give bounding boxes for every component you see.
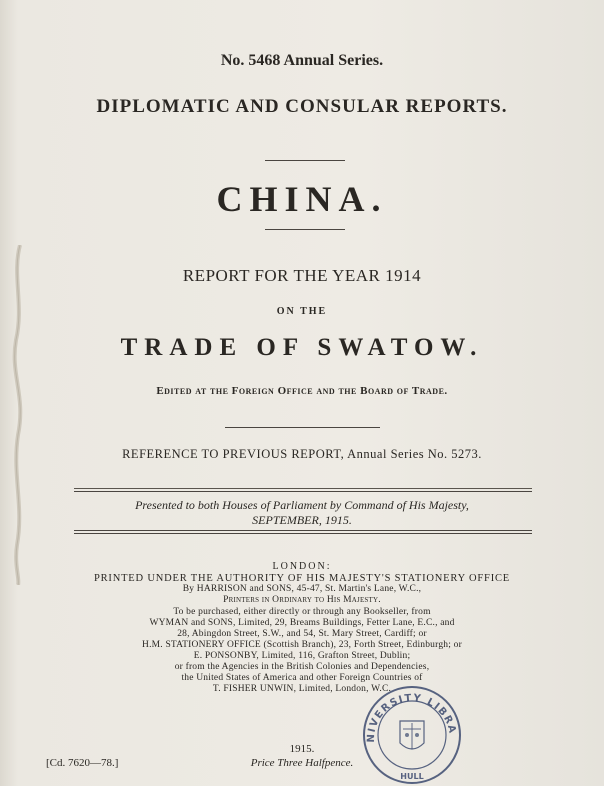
country-title: CHINA.	[216, 179, 388, 219]
double-rule-top	[74, 491, 532, 492]
divider	[265, 229, 345, 230]
presented-date: SEPTEMBER, 1915.	[252, 513, 352, 527]
purchase-line: H.M. STATIONERY OFFICE (Scottish Branch), 23, Forth Street, Edinburgh; or	[142, 640, 462, 650]
purchase-block	[0, 607, 604, 695]
on-the: ON THE	[276, 306, 328, 317]
presented-block	[0, 498, 604, 528]
imprint-printer: By HARRISON and SONS, 45-47, St. Martin's Lane, W.C.,	[182, 584, 422, 594]
imprint-london: LONDON:	[272, 561, 332, 572]
double-rule-bottom	[74, 530, 532, 531]
purchase-line: WYMAN and SONS, Limited, 29, Breams Buildings, Fetter Lane, E.C., and	[149, 618, 455, 628]
divider	[265, 160, 345, 161]
stamp-text: NIVERSITY LIBRA	[365, 692, 458, 743]
purchase-line: T. FISHER UNWIN, Limited, London, W.C.	[212, 684, 392, 694]
command-number: [Cd. 7620—78.]	[46, 757, 119, 769]
purchase-line: the United States of America and other Foreign Countries of	[181, 673, 423, 683]
series-line	[0, 52, 604, 70]
purchase-line: To be purchased, either directly or through any Bookseller, from	[173, 607, 431, 617]
purchase-line: 28, Abingdon Street, S.W., and 54, St. Mary Street, Cardiff; or	[177, 629, 427, 639]
edited-line: Edited at the Foreign Office and the Board of Trade.	[156, 385, 448, 397]
series-label: Annual Series.	[283, 52, 384, 69]
stamp-city: HULL	[400, 772, 424, 781]
trade-title: TRADE OF SWATOW.	[120, 334, 484, 361]
divider	[225, 427, 380, 428]
presented-line: Presented to both Houses of Parliament by Command of His Majesty,	[135, 498, 469, 512]
imprint-printers-ordinary: Printers in Ordinary to His Majesty.	[223, 595, 381, 605]
imprint-printed	[0, 573, 604, 606]
double-rule-bottom	[74, 533, 532, 534]
price-line: Price Three Halfpence.	[250, 757, 354, 769]
double-rule-top	[74, 488, 532, 489]
reference-line: REFERENCE TO PREVIOUS REPORT, Annual Series No. 5273.	[122, 447, 482, 461]
svg-text:UNIVERSITY LIBRARY	[360, 683, 458, 743]
series-number: No. 5468	[220, 52, 281, 69]
publication-year: 1915.	[289, 743, 315, 755]
purchase-line: or from the Agencies in the British Colonies and Dependencies,	[174, 662, 430, 672]
publication-title: DIPLOMATIC AND CONSULAR REPORTS.	[96, 96, 508, 117]
purchase-line: E. PONSONBY, Limited, 116, Grafton Street, Dublin;	[193, 651, 411, 661]
binding-thread	[8, 245, 30, 585]
imprint-authority: PRINTED UNDER THE AUTHORITY OF HIS MAJESTY'S STATIONERY OFFICE	[93, 573, 511, 584]
report-year: REPORT FOR THE YEAR 1914	[182, 266, 422, 285]
library-stamp	[360, 683, 464, 786]
